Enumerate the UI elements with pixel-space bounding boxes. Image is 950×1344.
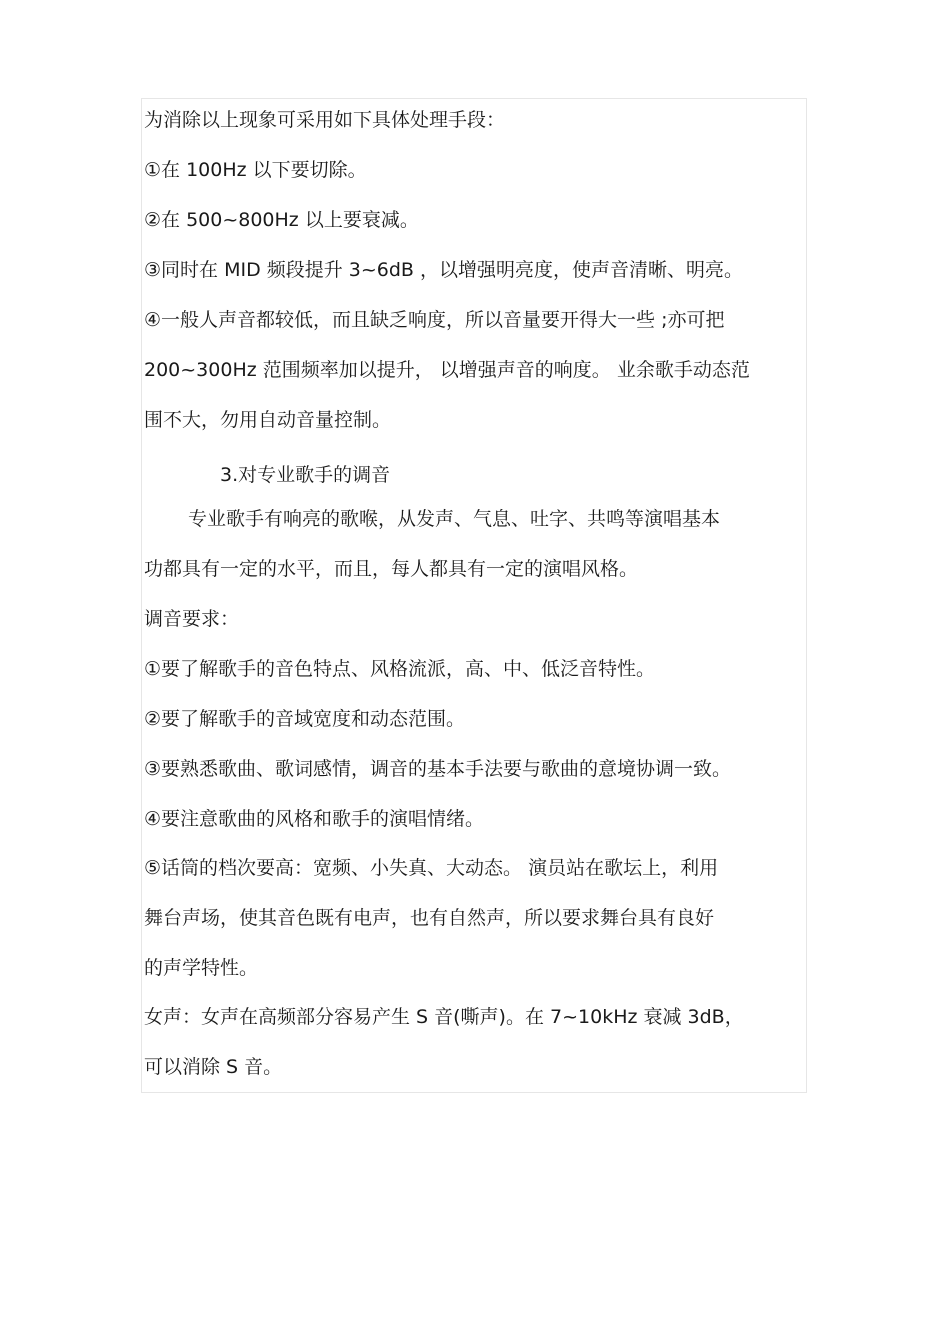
text-line-req-5-end: 的声学特性。	[144, 957, 259, 979]
text-line-req-1: ①要了解歌手的音色特点、风格流派，高、中、低泛音特性。	[144, 658, 656, 680]
text-line-paragraph: 专业歌手有响亮的歌喉，从发声、气息、吐字、共鸣等演唱基本	[188, 508, 721, 530]
text-line-item-4-end: 围不大，勿用自动音量控制。	[144, 409, 392, 431]
text-line-req-5: ⑤话筒的档次要高：宽频、小失真、大动态。 演员站在歌坛上，利用	[144, 857, 719, 879]
text-line-item-4: ④一般人声音都较低，而且缺乏响度，所以音量要开得大一些 ;亦可把	[144, 309, 725, 331]
text-line-item-3: ③同时在 MID 频段提升 3~6dB ，以增强明亮度，使声音清晰、明亮。	[144, 259, 744, 281]
text-line-item-4-cont: 200~300Hz 范围频率加以提升， 以增强声音的响度。 业余歌手动态范	[144, 359, 750, 381]
text-line-female-voice-end: 可以消除 S 音。	[144, 1056, 283, 1078]
content-frame	[141, 98, 807, 1093]
section-heading: 3.对专业歌手的调音	[220, 464, 391, 486]
text-line-intro: 为消除以上现象可采用如下具体处理手段：	[144, 109, 506, 131]
text-line-item-2: ②在 500~800Hz 以上要衰减。	[144, 209, 419, 231]
text-line-paragraph-cont: 功都具有一定的水平，而且，每人都具有一定的演唱风格。	[144, 558, 639, 580]
text-line-item-1: ①在 100Hz 以下要切除。	[144, 159, 367, 181]
text-line-requirements-title: 调音要求：	[144, 608, 240, 630]
text-line-female-voice: 女声：女声在高频部分容易产生 S 音(嘶声)。在 7~10kHz 衰减 3dB，	[144, 1006, 744, 1028]
text-line-req-5-cont: 舞台声场，使其音色既有电声，也有自然声，所以要求舞台具有良好	[144, 907, 715, 929]
text-line-req-4: ④要注意歌曲的风格和歌手的演唱情绪。	[144, 808, 485, 830]
text-line-req-3: ③要熟悉歌曲、歌词感情，调音的基本手法要与歌曲的意境协调一致。	[144, 758, 732, 780]
text-line-req-2: ②要了解歌手的音域宽度和动态范围。	[144, 708, 466, 730]
